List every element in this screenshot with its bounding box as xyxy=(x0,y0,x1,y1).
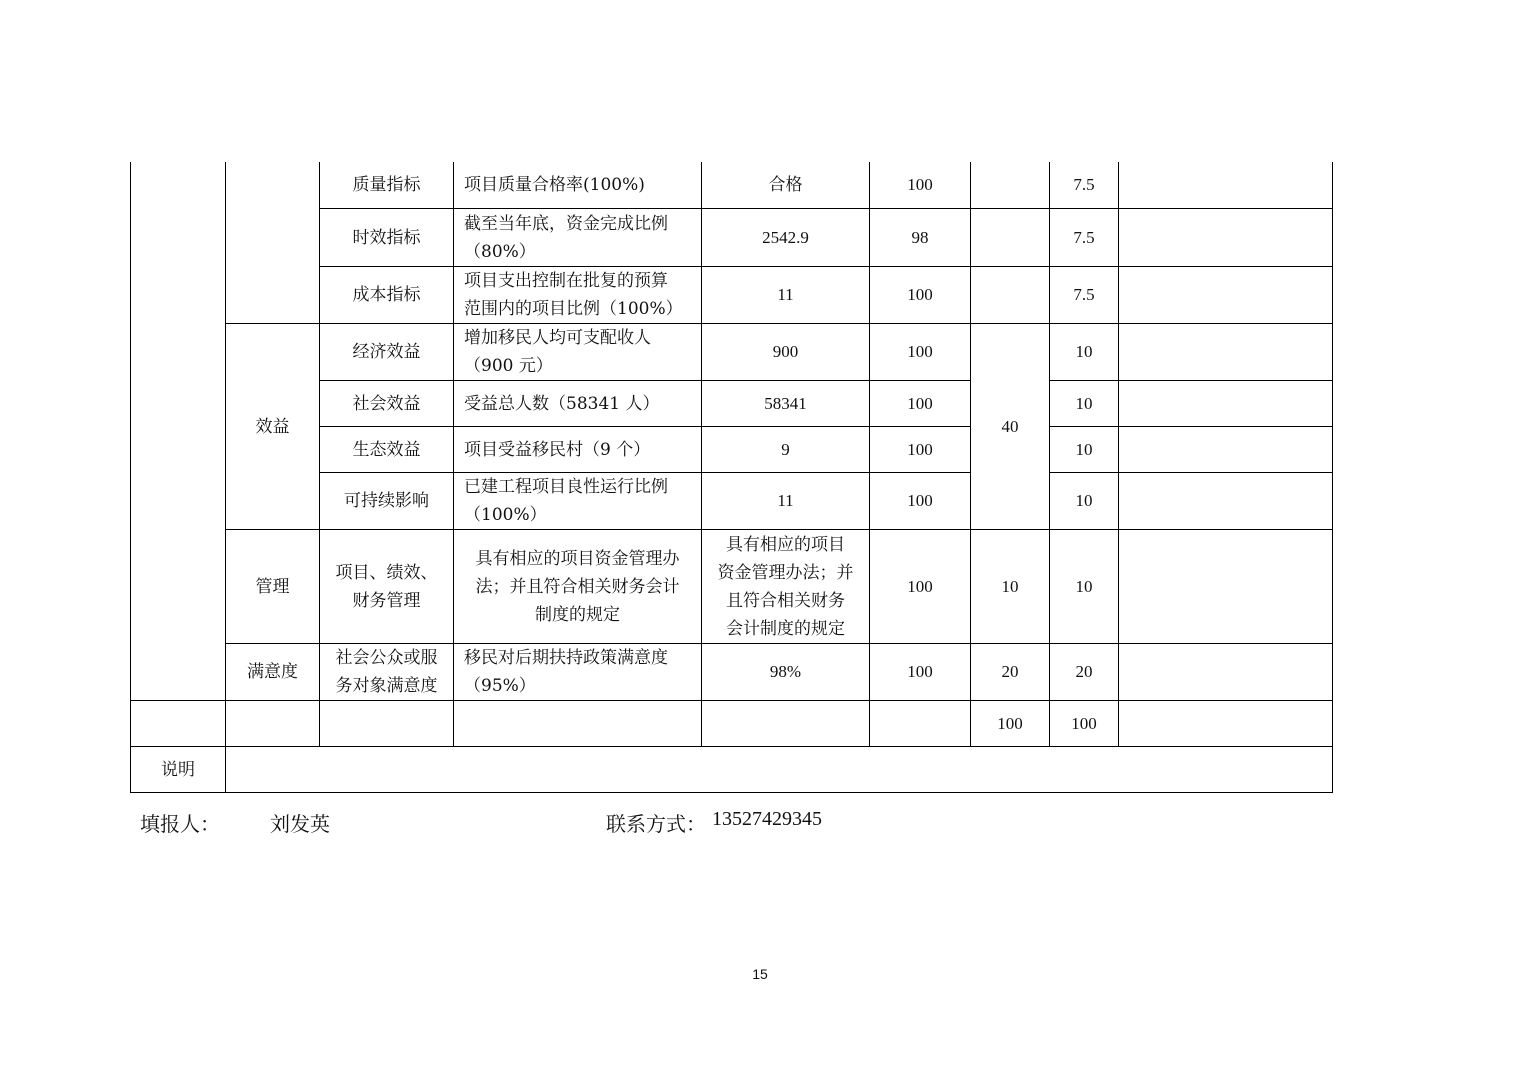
total-weight-cell: 100 xyxy=(997,713,1023,733)
indicator-cell: 已建工程项目良性运行比例 （100%） xyxy=(464,477,668,525)
score-cell: 20 xyxy=(1075,662,1093,681)
satisfaction-group-label: 满意度 xyxy=(247,662,298,682)
actual-value-cell: 2542.9 xyxy=(762,227,809,247)
satisfaction-group-weight: 20 xyxy=(1001,662,1019,681)
indicator-cell: 项目质量合格率(100%) xyxy=(464,175,645,195)
category-cell: 质量指标 xyxy=(352,175,421,195)
score-rate-cell: 100 xyxy=(907,439,933,459)
score-rate-cell: 100 xyxy=(907,662,933,681)
score-cell: 7.5 xyxy=(1073,285,1095,304)
actual-value-cell: 58341 xyxy=(764,393,807,413)
category-cell: 经济效益 xyxy=(352,342,421,362)
score-rate-cell: 100 xyxy=(907,576,933,596)
page-number: 15 xyxy=(752,966,768,982)
indicator-cell: 增加移民人均可支配收人 （900 元） xyxy=(464,328,651,376)
actual-value-cell: 具有相应的项目 资金管理办法；并 且符合相关财务 会计制度的规定 xyxy=(717,534,854,639)
score-cell: 7.5 xyxy=(1073,175,1095,194)
category-cell: 生态效益 xyxy=(352,439,421,460)
score-rate-cell: 100 xyxy=(907,285,933,304)
indicator-cell: 受益总人数（58341 人） xyxy=(464,393,660,414)
score-cell: 10 xyxy=(1075,393,1093,413)
contact-label: 联系方式： xyxy=(606,812,706,836)
score-rate-cell: 100 xyxy=(907,175,933,194)
management-group-label: 管理 xyxy=(255,576,290,597)
category-cell: 时效指标 xyxy=(352,227,421,248)
score-rate-cell: 98 xyxy=(911,227,929,247)
category-cell: 可持续影响 xyxy=(344,491,429,511)
total-score-cell: 100 xyxy=(1071,713,1097,733)
indicator-cell: 项目受益移民村（9 个） xyxy=(464,439,651,460)
actual-value-cell: 9 xyxy=(781,439,790,459)
category-cell: 社会效益 xyxy=(352,393,421,414)
actual-value-cell: 11 xyxy=(777,285,794,304)
category-cell: 项目、绩效、 财务管理 xyxy=(335,562,438,611)
indicator-cell: 截至当年底，资金完成比例 （80%） xyxy=(464,213,668,262)
reporter-name: 刘发英 xyxy=(270,812,330,836)
indicator-cell: 具有相应的项目资金管理办 法；并且符合相关财务会计 制度的规定 xyxy=(475,548,680,625)
reporter-label: 填报人： xyxy=(140,812,220,836)
score-rate-cell: 100 xyxy=(907,342,933,361)
actual-value-cell: 900 xyxy=(772,342,799,361)
category-cell: 社会公众或服 务对象满意度 xyxy=(335,648,438,696)
actual-value-cell: 合格 xyxy=(768,175,803,195)
score-cell: 10 xyxy=(1075,342,1093,361)
note-content xyxy=(226,747,1332,792)
benefit-group-weight: 40 xyxy=(1001,416,1019,436)
contact-value: 13527429345 xyxy=(712,808,822,830)
management-group-weight: 10 xyxy=(1001,576,1019,596)
indicator-cell: 项目支出控制在批复的预算 范围内的项目比例（100%） xyxy=(464,271,683,319)
benefit-group-label: 效益 xyxy=(255,416,290,437)
score-cell: 7.5 xyxy=(1073,227,1095,247)
score-cell: 10 xyxy=(1075,576,1093,596)
note-label: 说明 xyxy=(161,759,195,780)
actual-value-cell: 11 xyxy=(777,491,794,510)
score-rate-cell: 100 xyxy=(907,491,933,510)
category-cell: 成本指标 xyxy=(352,285,421,305)
actual-value-cell: 98% xyxy=(769,662,802,681)
score-cell: 10 xyxy=(1075,439,1093,459)
score-rate-cell: 100 xyxy=(907,393,933,413)
score-cell: 10 xyxy=(1075,491,1093,510)
indicator-cell: 移民对后期扶持政策满意度 （95%） xyxy=(464,648,668,696)
